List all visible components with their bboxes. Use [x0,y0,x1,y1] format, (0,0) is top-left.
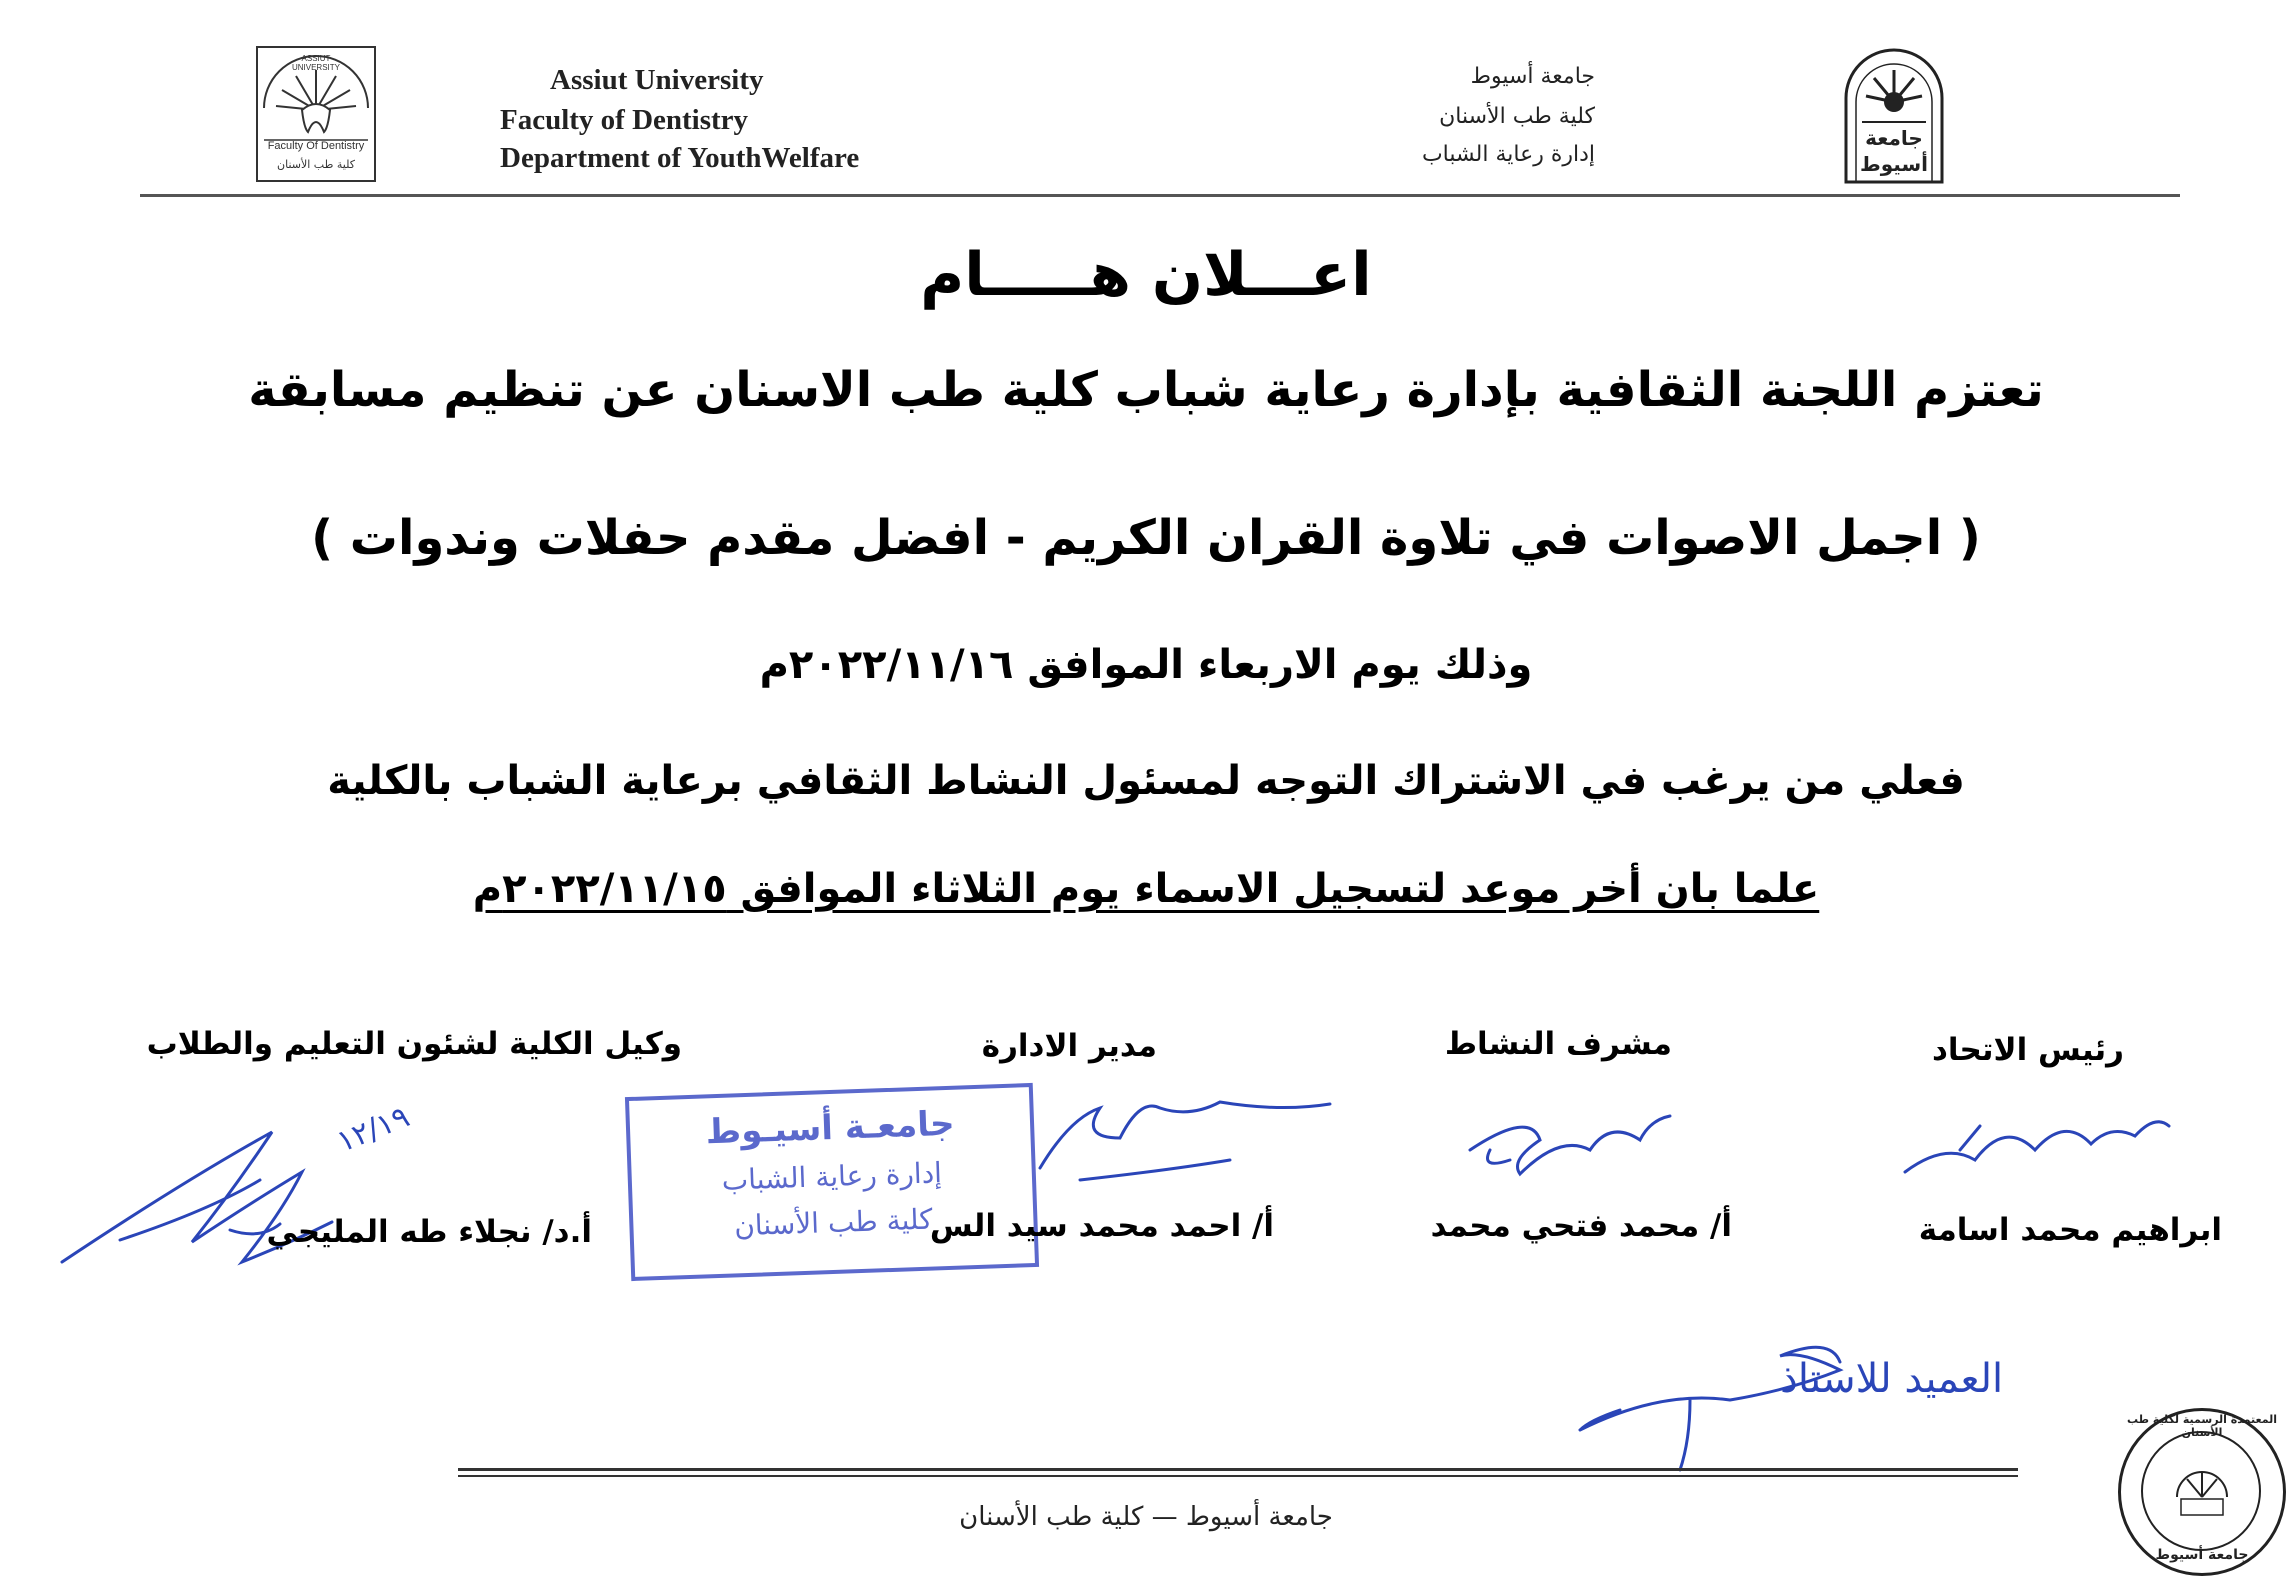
assiut-university-logo [1838,46,1950,186]
announcement-deadline: علما بان أخر موعد لتسجيل الاسماء يوم الثلاثاء الموافق ٢٠٢٢/١١/١٥م [472,866,1820,912]
signature-name-vice-dean: أ.د/ نجلاء طه المليجي [266,1214,592,1250]
announcement-line-2: ( اجمل الاصوات في تلاوة القران الكريم - افضل مقدم حفلات وندوات ) [311,510,1981,566]
english-department: Department of YouthWelfare [500,142,860,174]
signature-title-administration-manager: مدير الادارة [981,1028,1157,1064]
signature-title-activity-supervisor: مشرف النشاط [1444,1026,1672,1062]
footer-double-rule-top [458,1468,2018,1471]
footer-address: جامعة أسيوط — كلية طب الأسنان [959,1502,1333,1532]
english-faculty: Faculty of Dentistry [500,104,749,136]
announcement-instructions: فعلي من يرغب في الاشتراك التوجه لمسئول النشاط الثقافي برعاية الشباب بالكلية [327,758,1965,804]
announcement-title: اعـــلان هـــــام [920,240,1372,310]
logo-ring-caption: ASSIUT UNIVERSITY [291,54,340,72]
youth-welfare-stamp [625,1083,1039,1281]
logo-arabic-caption: كلية طب الأسنان [277,158,355,171]
arabic-department: إدارة رعاية الشباب [1421,142,1595,167]
handwritten-dean-note: العميد للاستاذ [1780,1356,2004,1402]
signature-title-vice-dean: وكيل الكلية لشئون التعليم والطلاب [146,1026,682,1062]
seal-ring-text: المعتمدة الرسمية لكلية طب الأسنان [2127,1413,2277,1439]
footer-double-rule-bottom [458,1475,2018,1477]
stamp-line-university: جامعـة أسيـوط [705,1103,956,1153]
announcement-date-line: وذلك يوم الاربعاء الموافق ٢٠٢٢/١١/١٦م [759,642,1533,688]
announcement-line-1: تعتزم اللجنة الثقافية بإدارة رعاية شباب كلية طب الاسنان عن تنظيم مسابقة [248,362,2044,418]
signature-title-union-president: رئيس الاتحاد [1932,1032,2124,1068]
signature-name-administration-manager: أ/ احمد محمد سيد الس [929,1208,1274,1244]
signature-union-president [1905,1122,2169,1172]
english-university: Assiut University [550,64,764,96]
header-divider [140,194,2180,197]
signature-name-activity-supervisor: أ/ محمد فتحي محمد [1430,1208,1732,1244]
stamp-line-faculty: كلية طب الأسنان [733,1202,934,1243]
stamp-line-department: إدارة رعاية الشباب [721,1156,943,1197]
official-seal [2118,1408,2286,1576]
logo-word-assiut: أسيوط [1860,152,1928,176]
signature-administration-manager [1040,1102,1330,1180]
arabic-university: جامعة أسيوط [1470,64,1595,89]
assiut-dentistry-logo [256,46,376,182]
signature-activity-supervisor [1470,1116,1670,1174]
seal-bottom-text: جامعة أسيوط [2155,1547,2249,1563]
handwritten-date-note: ١٢/١٩ [332,1099,415,1160]
signature-name-union-president: ابراهيم محمد اسامة [1918,1212,2222,1248]
arabic-faculty: كلية طب الأسنان [1439,104,1595,129]
logo-english-caption: Faculty Of Dentistry [267,140,365,152]
logo-word-jamia: جامعة [1865,126,1923,150]
